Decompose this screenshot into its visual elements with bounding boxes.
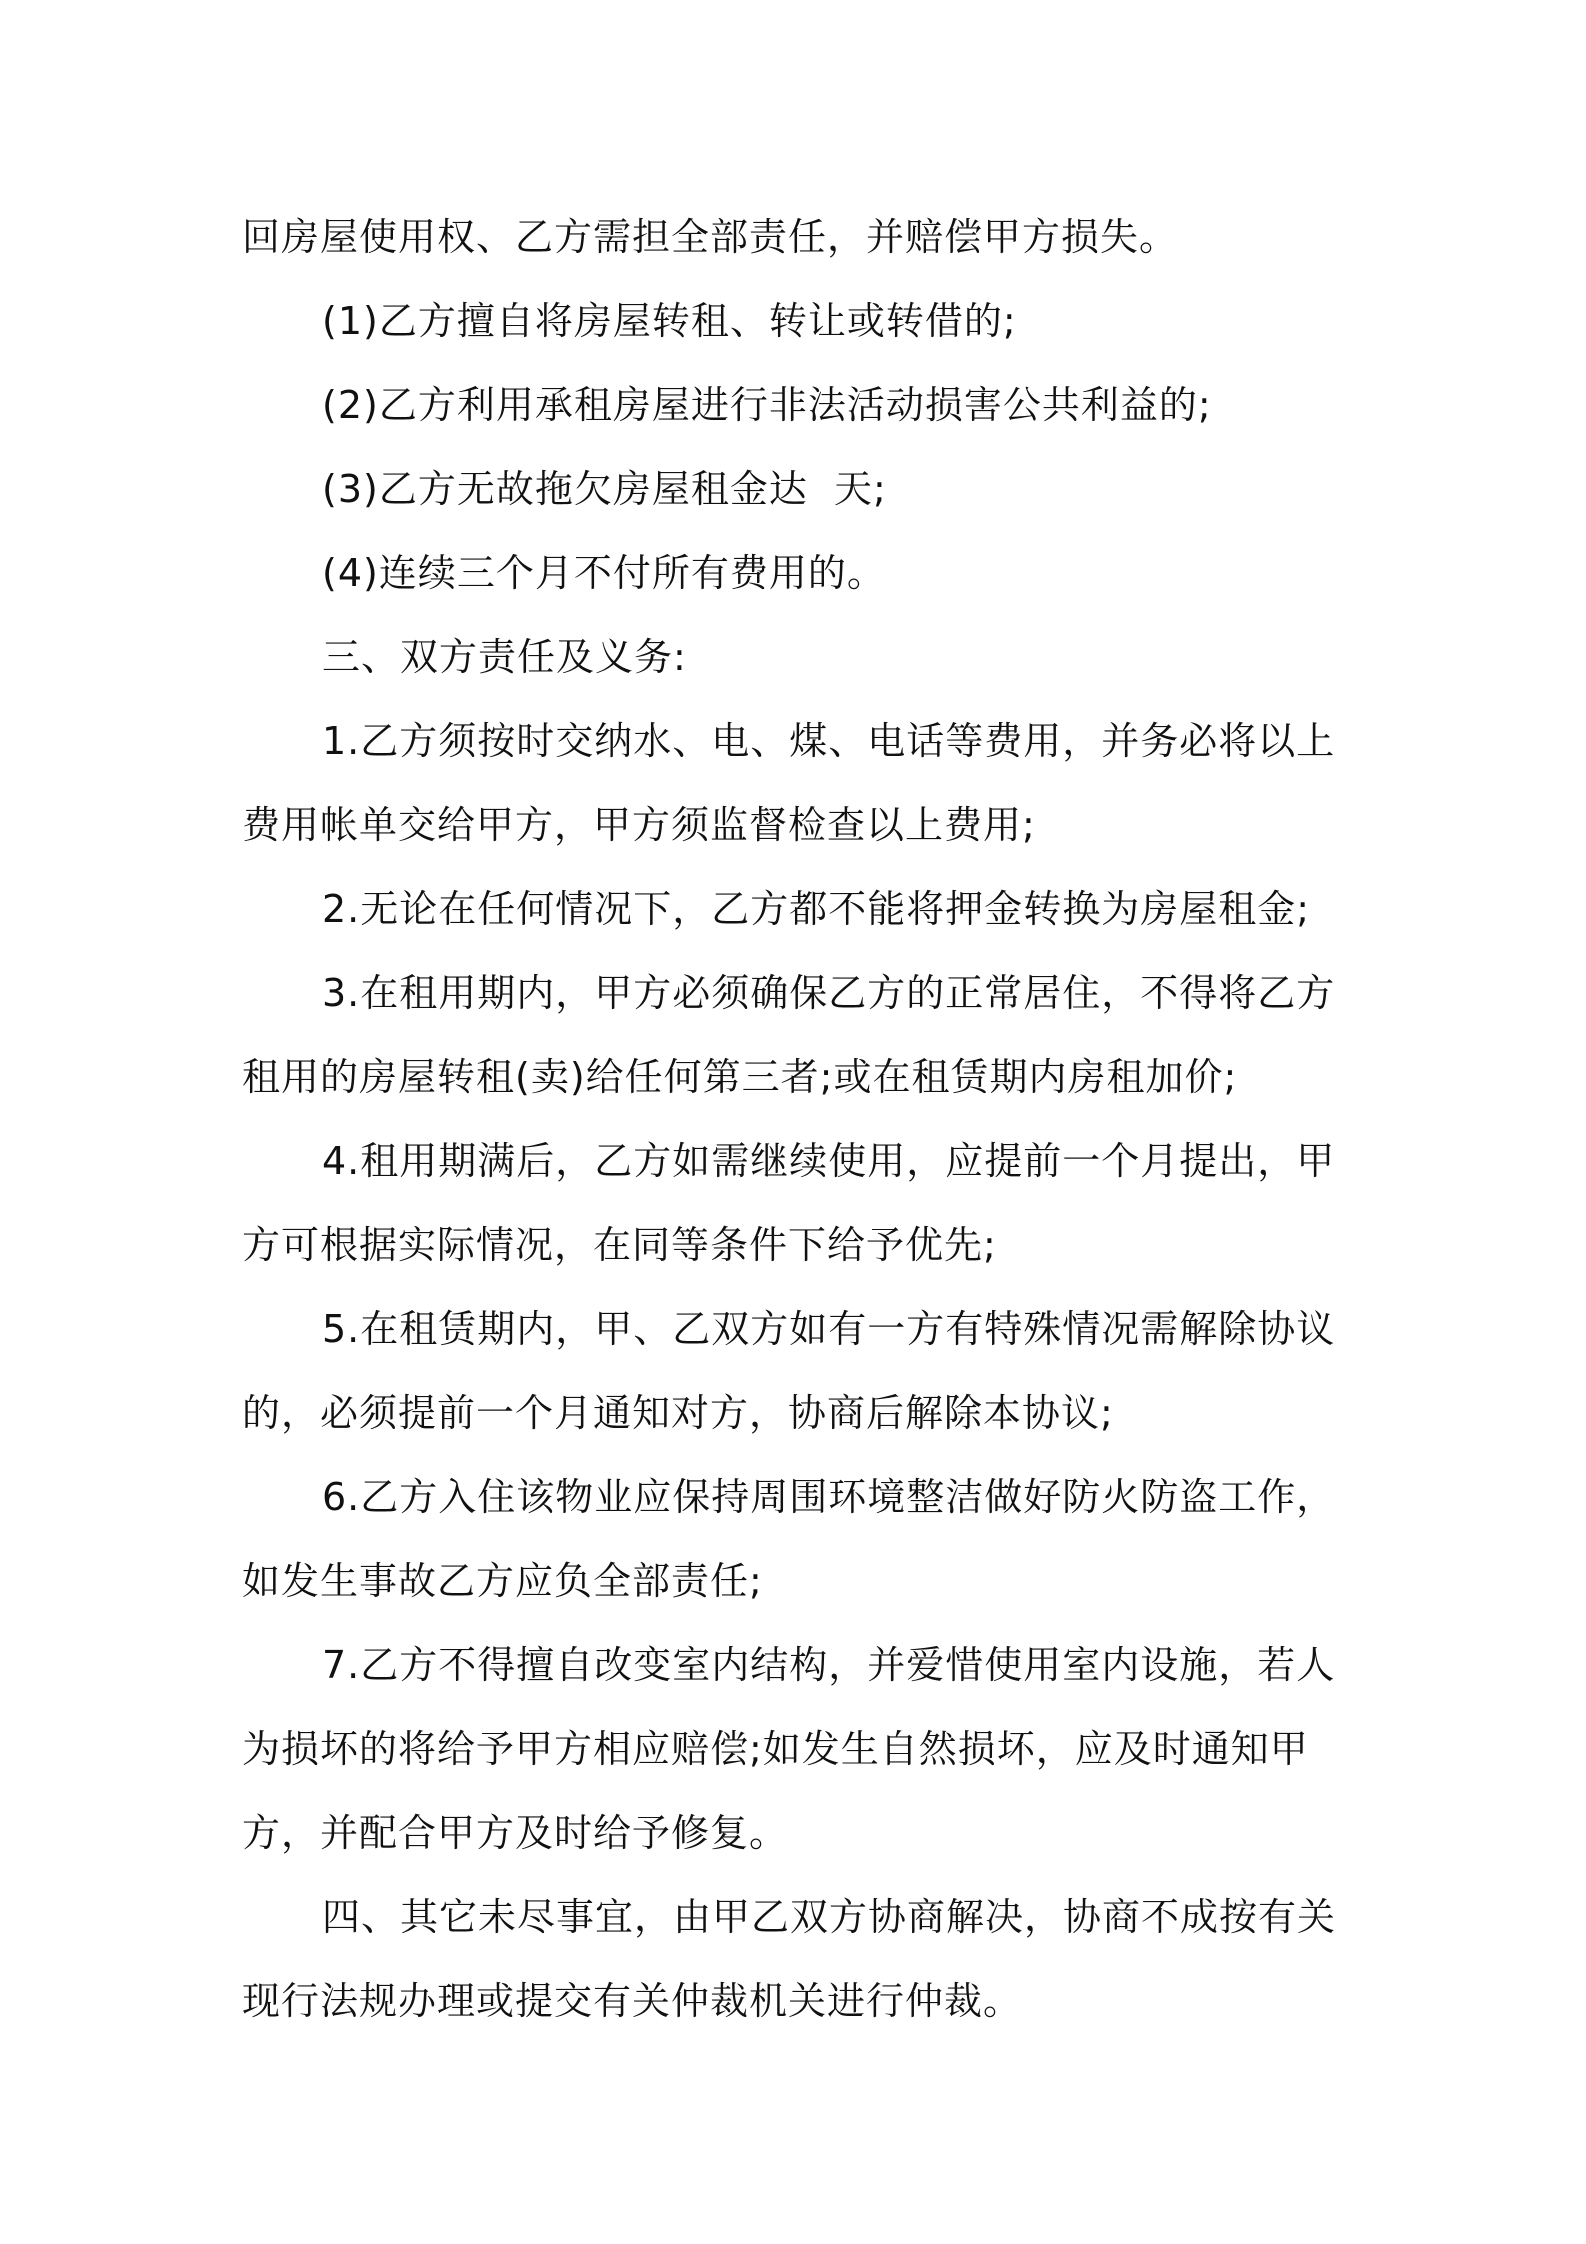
paragraph-line: (3)乙方无故拖欠房屋租金达 天;	[322, 467, 887, 511]
paragraph-line: (2)乙方利用承租房屋进行非法活动损害公共利益的;	[322, 383, 1212, 427]
paragraph-line: 3.在租用期内，甲方必须确保乙方的正常居住，不得将乙方	[322, 971, 1336, 1015]
paragraph-line: 三、双方责任及义务:	[322, 635, 687, 679]
clause-4	[242, 1119, 1360, 1287]
paragraph-line: 2.无论在任何情况下，乙方都不能将押金转换为房屋租金;	[322, 887, 1311, 931]
paragraph-2	[242, 279, 1360, 363]
paragraph-line: 为损坏的将给予甲方相应赔偿;如发生自然损坏，应及时通知甲	[242, 1727, 1309, 1771]
section-heading-3	[242, 615, 1360, 699]
paragraph-line: 的，必须提前一个月通知对方，协商后解除本协议;	[242, 1391, 1114, 1435]
clause-7	[242, 1623, 1360, 1875]
clause-1	[242, 699, 1360, 867]
paragraph-line: 四、其它未尽事宜，由甲乙双方协商解决，协商不成按有关	[322, 1895, 1337, 1939]
paragraph-line: 6.乙方入住该物业应保持周围环境整洁做好防火防盗工作，	[322, 1475, 1336, 1519]
paragraph-3	[242, 363, 1360, 447]
paragraph-line: 7.乙方不得擅自改变室内结构，并爱惜使用室内设施，若人	[322, 1643, 1336, 1687]
paragraph-line: 回房屋使用权、乙方需担全部责任，并赔偿甲方损失。	[242, 215, 1179, 259]
paragraph-1	[242, 195, 1360, 279]
paragraph-5	[242, 531, 1360, 615]
paragraph-line: 费用帐单交给甲方，甲方须监督检查以上费用;	[242, 803, 1036, 847]
document-body	[242, 195, 1360, 2043]
paragraph-line: 1.乙方须按时交纳水、电、煤、电话等费用，并务必将以上	[322, 719, 1336, 763]
clause-2	[242, 867, 1360, 951]
paragraph-line: 现行法规办理或提交有关仲裁机关进行仲裁。	[242, 1979, 1023, 2023]
paragraph-4	[242, 447, 1360, 531]
clause-6	[242, 1455, 1360, 1623]
paragraph-line: 如发生事故乙方应负全部责任;	[242, 1559, 763, 1603]
clause-5	[242, 1287, 1360, 1455]
paragraph-line: 5.在租赁期内，甲、乙双方如有一方有特殊情况需解除协议	[322, 1307, 1336, 1351]
paragraph-line: 4.租用期满后，乙方如需继续使用，应提前一个月提出，甲	[322, 1139, 1336, 1183]
paragraph-line: 方，并配合甲方及时给予修复。	[242, 1811, 789, 1855]
paragraph-line: (1)乙方擅自将房屋转租、转让或转借的;	[322, 299, 1017, 343]
paragraph-line: (4)连续三个月不付所有费用的。	[322, 551, 886, 595]
section-heading-4	[242, 1875, 1360, 2043]
paragraph-line: 租用的房屋转租(卖)给任何第三者;或在租赁期内房租加价;	[242, 1055, 1238, 1099]
clause-3	[242, 951, 1360, 1119]
paragraph-line: 方可根据实际情况，在同等条件下给予优先;	[242, 1223, 997, 1267]
